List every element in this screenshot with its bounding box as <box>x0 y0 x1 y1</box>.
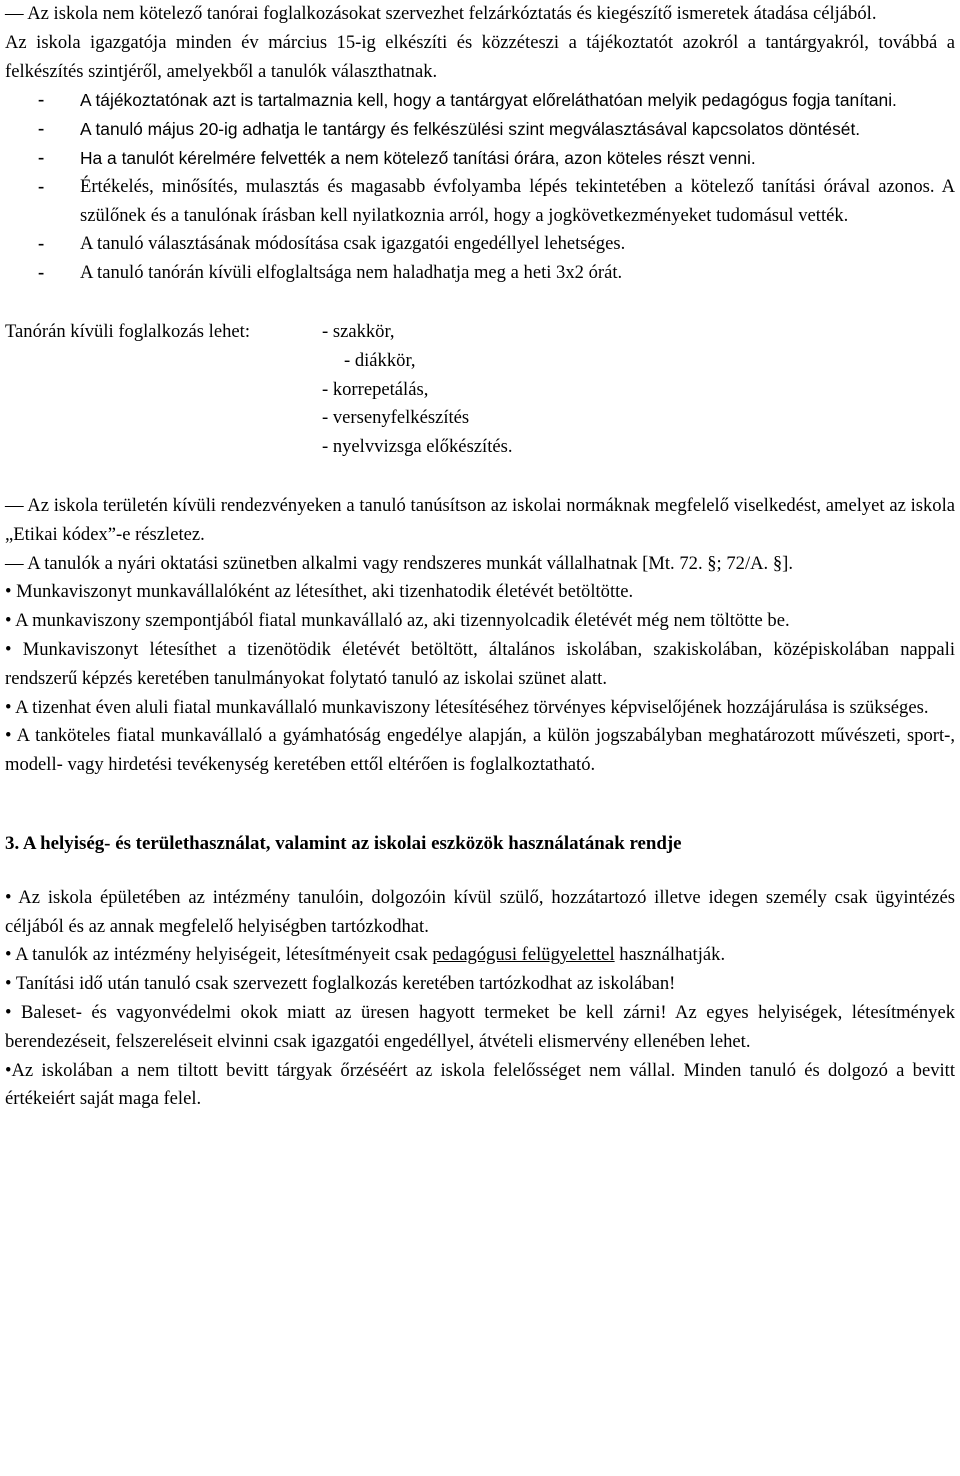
list-item <box>5 173 955 231</box>
spacer <box>5 780 955 830</box>
activities-lead: Tanórán kívüli foglalkozás lehet: <box>5 320 250 342</box>
activities-lead-spacer <box>5 433 322 462</box>
spacer <box>5 859 955 884</box>
list-item <box>5 259 955 288</box>
dash-marker: - <box>38 233 45 255</box>
list-item-text: A tanuló május 20-ig adhatja le tantárgy és felkészülési szint megválasztásával kapcsolatos döntését. <box>80 119 861 140</box>
activity-item: - diákkör, <box>344 349 416 371</box>
activity-item: - szakkör, <box>322 320 395 342</box>
section-heading: 3. A helyiség- és területhasználat, valamint az iskolai eszközök használatának rendje <box>5 832 682 854</box>
bullet-paragraph <box>5 941 955 970</box>
list-item <box>5 115 955 144</box>
paragraph-director-info: Az iskola igazgatója minden év március 15-ig elkészíti és közzéteszi a tájékoztatót azokról a tantárgyakról, továbbá a felkészítés szintjéről, amelyekből a tanulók választhatnak. <box>5 31 955 82</box>
dash-marker: - <box>38 262 45 284</box>
bullet-paragraph: • Munkaviszonyt létesíthet a tizenötödik életévét betöltött, általános iskolában, szakiskolában, középiskolában nappali rendszerű képzés keretében tanulmányokat folytató tanuló az iskolai szünet alatt. <box>5 638 955 689</box>
activity-row <box>5 347 955 376</box>
activities-lead-spacer <box>5 404 322 433</box>
bullet-paragraph: •Az iskolában a nem tiltott bevitt tárgyak őrzéséért az iskola felelősséget nem vállal. Minden tanuló és dolgozó a bevitt értékeiért saját maga felel. <box>5 1059 955 1110</box>
activity-row <box>5 318 955 347</box>
spacer <box>5 288 955 318</box>
list-item-text: Ha a tanulót kérelmére felvették a nem kötelező tanítási órára, azon köteles részt venni. <box>80 147 756 168</box>
list-item-text: A tájékoztatónak azt is tartalmaznia kell, hogy a tantárgyat előreláthatóan melyik pedagógus fogja tanítani. <box>80 90 897 111</box>
bullet-paragraph: • Az iskola épületében az intézmény tanulóin, dolgozóin kívül szülő, hozzátartozó illetve idegen személy csak ügyintézés céljából és az annak megfelelő helyiségben tartózkodhat. <box>5 886 955 937</box>
bullet-paragraph: • A tizenhat éven aluli fiatal munkavállaló munkaviszony létesítéséhez törvényes képviselőjének hozzájárulása is szükséges. <box>5 696 929 718</box>
underlined-text: pedagógusi felügyelettel <box>432 944 615 966</box>
list-item-text: Értékelés, minősítés, mulasztás és magasabb évfolyamba lépés tekintetében a kötelező tanítási órával azonos. A szülőnek és a tanulónak írásban kell nyilatkoznia arról, hogy a jogkövetkezményeket tudomásul vették. <box>80 175 955 226</box>
activity-item: - versenyfelkészítés <box>322 407 470 429</box>
list-item <box>5 230 955 259</box>
activities-block <box>5 318 955 462</box>
dash-list <box>5 86 955 288</box>
paragraph-summer-work: — A tanulók a nyári oktatási szünetben alkalmi vagy rendszeres munkát vállalhatnak [Mt. 72. §; 72/A. §]. <box>5 552 793 574</box>
spacer <box>5 462 955 492</box>
bullet-paragraph: • Baleset- és vagyonvédelmi okok miatt az üresen hagyott termeket be kell zárni! Az egyes helyiségek, létesítmények berendezéseit, felszereléseit elvinni csak igazgatói engedéllyel, átvételi elismervény ellenében lehet. <box>5 1001 955 1052</box>
activity-row <box>5 433 955 462</box>
dash-marker: - <box>38 89 45 111</box>
dash-marker: - <box>38 118 45 140</box>
document-page <box>5 0 955 1114</box>
bullet-paragraph: • A munkaviszony szempontjából fiatal munkavállaló az, aki tizennyolcadik életévét még nem töltötte be. <box>5 610 790 632</box>
list-item-text: A tanuló tanórán kívüli elfoglaltsága nem haladhatja meg a heti 3x2 órát. <box>80 262 623 284</box>
bullet-text: • A tanulók az intézmény helyiségeit, létesítményeit csak <box>5 944 433 966</box>
dash-marker: - <box>38 146 45 168</box>
activity-row <box>5 376 955 405</box>
activity-item: - nyelvvizsga előkészítés. <box>322 436 513 458</box>
activities-lead-spacer <box>5 376 322 405</box>
bullet-paragraph: • Munkaviszonyt munkavállalóként az létesíthet, aki tizenhatodik életévét betöltötte. <box>5 581 634 603</box>
activity-row <box>5 404 955 433</box>
list-item <box>5 144 955 173</box>
bullet-text: használhatják. <box>614 944 726 966</box>
bullet-paragraph: • Tanítási idő után tanuló csak szervezett foglalkozás keretében tartózkodhat az iskolában! <box>5 973 676 995</box>
bullet-paragraph: • A tanköteles fiatal munkavállaló a gyámhatóság engedélye alapján, a külön jogszabályban meghatározott művészeti, sport-, modell- vagy hirdetési tevékenység keretében ettől eltérően is foglalkoztatható. <box>5 725 955 776</box>
paragraph-conduct: — Az iskola területén kívüli rendezvényeken a tanuló tanúsítson az iskolai normáknak megfelelő viselkedést, amelyet az iskola „Etikai kódex”-e részletez. <box>5 494 955 545</box>
dash-marker: - <box>38 175 45 197</box>
list-item-text: A tanuló választásának módosítása csak igazgatói engedéllyel lehetséges. <box>80 233 626 255</box>
paragraph-intro: — Az iskola nem kötelező tanórai foglalkozásokat szervezhet felzárkóztatás és kiegészítő ismeretek átadása céljából. <box>5 3 877 24</box>
activity-item: - korrepetálás, <box>322 378 429 400</box>
list-item <box>5 86 955 115</box>
activities-lead-spacer <box>5 347 322 376</box>
